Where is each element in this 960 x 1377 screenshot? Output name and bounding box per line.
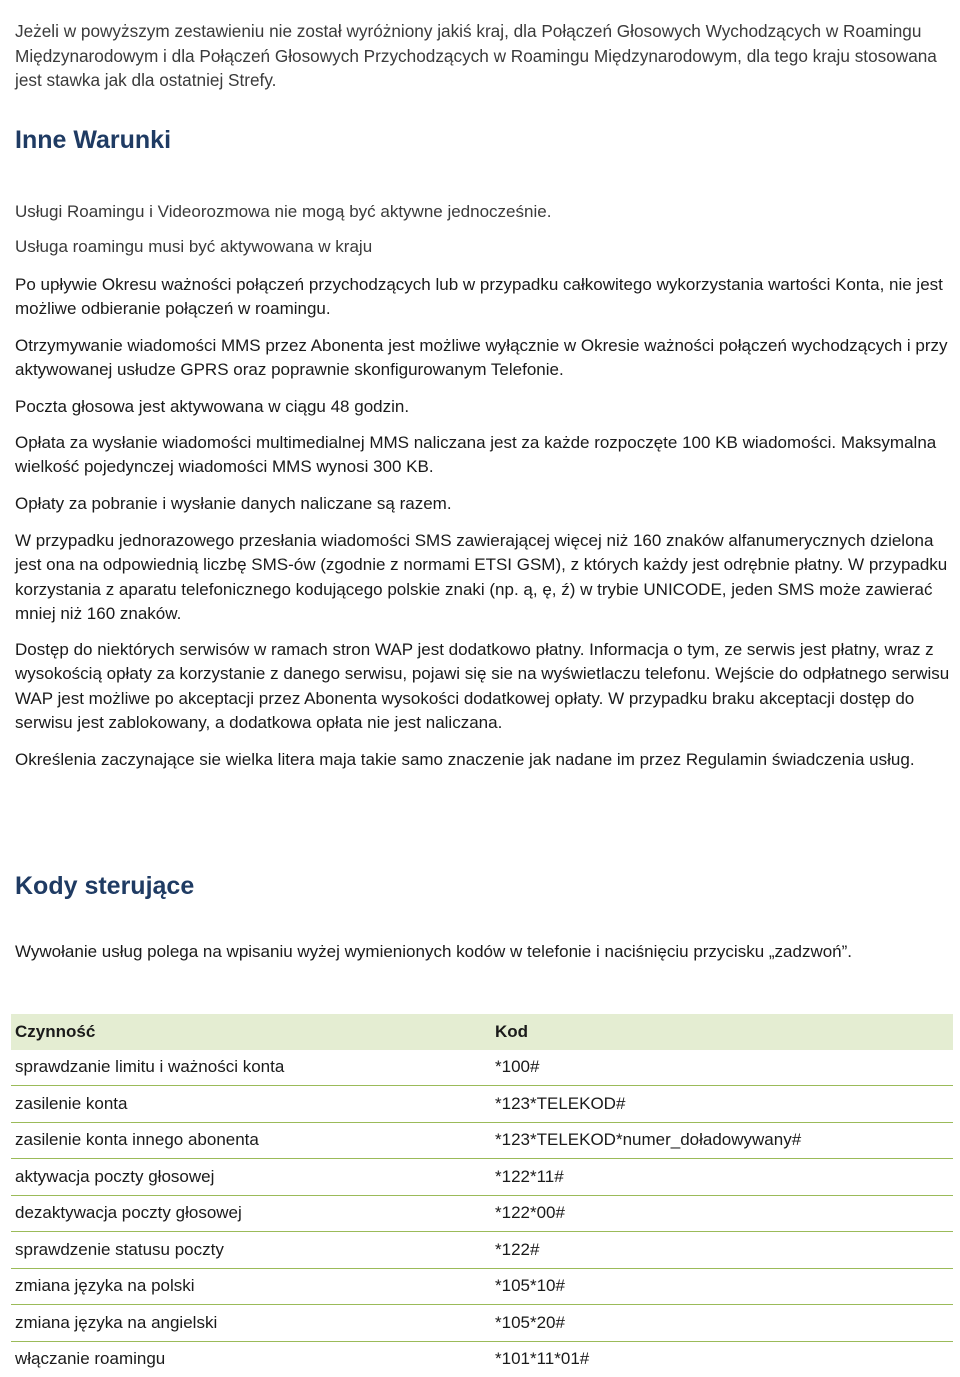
code-cell: *122*11# (491, 1159, 953, 1196)
paragraph: Opłaty za pobranie i wysłanie danych naliczane są razem. (15, 494, 452, 513)
paragraph: W przypadku jednorazowego przesłania wiadomości SMS zawierającej więcej niż 160 znaków alfanumerycznych dzielona jest ona na odpowiednią liczbę SMS-ów (zgodnie z normami ETSI GSM), z których każdy jest odrębnie płatny. W przypadku korzystania z aparatu telefonicznego kodującego polskie znaki (np. ą, ę, ź) w trybie UNICODE, jeden SMS może zawierać mniej niż 160 znaków. (15, 531, 948, 624)
code-cell: *105*10# (491, 1268, 953, 1305)
table-header-row (11, 1014, 953, 1050)
section-title-kody-sterujace: Kody sterujące (15, 872, 195, 900)
code-cell: *123*TELEKOD*numer_doładowywany# (491, 1122, 953, 1159)
intro-paragraph: Jeżeli w powyższym zestawieniu nie został wyróżniony jakiś kraj, dla Połączeń Głosowych Wychodzących w Roamingu Międzynarodowym i dla Połączeń Głosowych Przychodzących w Roamingu Międzynarodowym, dla tego kraju stosowana jest stawka jak dla ostatniej Strefy. (15, 21, 937, 91)
action-cell: dezaktywacja poczty głosowej (11, 1195, 491, 1232)
paragraph: Dostęp do niektórych serwisów w ramach stron WAP jest dodatkowo płatny. Informacja o tym, ze serwis jest płatny, wraz z wysokością opłaty za korzystanie z danego serwisu, pojawi się sie na wyświetlaczu telefonu. Wejście do odpłatnego serwisu WAP jest możliwe po akceptacji przez Abonenta wysokości dodatkowej opłaty. W przypadku braku akceptacji dostęp do serwisu jest zablokowany, a dodatkowa opłata nie jest naliczana. (15, 640, 950, 733)
paragraph: Opłata za wysłanie wiadomości multimedialnej MMS naliczana jest za każde rozpoczęte 100 KB wiadomości. Maksymalna wielkość pojedynczej wiadomości MMS wynosi 300 KB. (15, 433, 937, 477)
action-cell: zmiana języka na polski (11, 1268, 491, 1305)
code-cell: *101*11*01# (495, 1349, 590, 1369)
code-cell: *105*20# (491, 1305, 953, 1342)
table-row (11, 1268, 953, 1305)
table-row (11, 1232, 953, 1269)
paragraph: Określenia zaczynające sie wielka litera maja takie samo znaczenie jak nadane im przez Regulamin świadczenia usług. (15, 750, 915, 769)
code-cell: *100# (491, 1050, 953, 1086)
code-cell: *122# (491, 1232, 953, 1269)
paragraph: Usługi Roamingu i Videorozmowa nie mogą być aktywne jednocześnie. (15, 202, 552, 221)
paragraph: Po upływie Okresu ważności połączeń przychodzących lub w przypadku całkowitego wykorzystania wartości Konta, nie jest możliwe odbieranie połączeń w roamingu. (15, 275, 943, 319)
action-cell: włączanie roamingu (15, 1349, 166, 1369)
table-row (11, 1195, 953, 1232)
action-cell: zasilenie konta innego abonenta (11, 1122, 491, 1159)
section-title-inne-warunki: Inne Warunki (15, 126, 172, 154)
table-row (11, 1122, 953, 1159)
column-header-czynnosc: Czynność (11, 1014, 491, 1050)
action-cell: zmiana języka na angielski (11, 1305, 491, 1342)
table-row (11, 1086, 953, 1123)
action-cell: sprawdzanie limitu i ważności konta (11, 1050, 491, 1086)
paragraph: Otrzymywanie wiadomości MMS przez Abonenta jest możliwe wyłącznie w Okresie ważności połączeń wychodzących i przy aktywowanej usłudze GPRS oraz poprawnie skonfigurowanym Telefonie. (15, 336, 948, 380)
action-cell: aktywacja poczty głosowej (11, 1159, 491, 1196)
paragraph: Wywołanie usług polega na wpisaniu wyżej wymienionych kodów w telefonie i naciśnięciu przycisku „zadzwoń”. (15, 942, 853, 961)
action-cell: sprawdzenie statusu poczty (11, 1232, 491, 1269)
code-cell: *122*00# (491, 1195, 953, 1232)
paragraph: Usługa roamingu musi być aktywowana w kraju (15, 237, 373, 256)
paragraph: Poczta głosowa jest aktywowana w ciągu 48 godzin. (15, 397, 410, 416)
table-row (11, 1305, 953, 1342)
column-header-kod: Kod (491, 1014, 953, 1050)
table-row (11, 1159, 953, 1196)
code-cell: *123*TELEKOD# (491, 1086, 953, 1123)
control-codes-table (11, 1014, 953, 1377)
table-row (11, 1050, 953, 1086)
action-cell: zasilenie konta (11, 1086, 491, 1123)
